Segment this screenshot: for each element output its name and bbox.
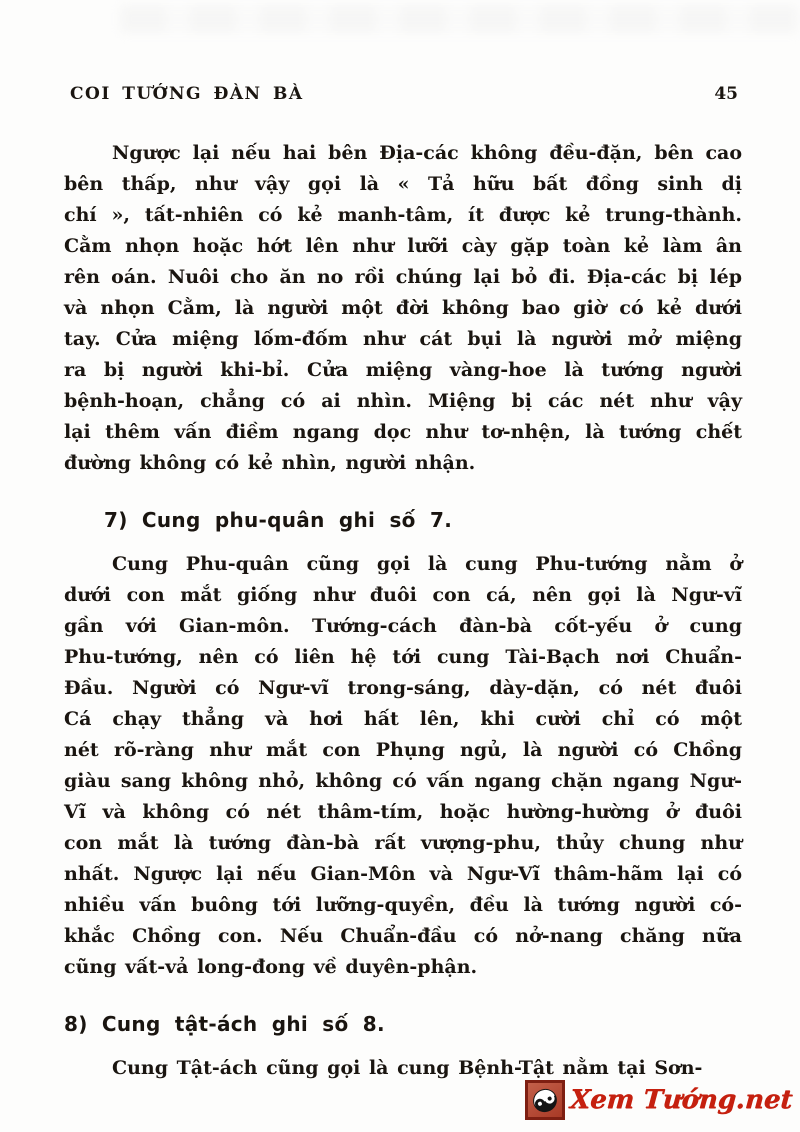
body-text-line: Cằm nhọn hoặc hớt lên như lưỡi cày gặp toàn kẻ làm ân — [64, 235, 742, 257]
body-text-line: khắc Chồng con. Nếu Chuẩn-đầu có nở-nang chăng nữa — [64, 925, 742, 947]
body-text-line: giàu sang không nhỏ, không có vấn ngang chặn ngang Ngư- — [64, 770, 742, 792]
body-text-line: chí », tất-nhiên có kẻ manh-tâm, ít được kẻ trung-thành. — [64, 204, 742, 226]
body-text-line: Đầu. Người có Ngư-vĩ trong-sáng, dày-dặn, có nét đuôi — [64, 677, 742, 699]
watermark-text: Xem Tướng.net — [568, 1085, 794, 1115]
body-text-line: nét rõ-ràng như mắt con Phụng ngủ, là người có Chồng — [64, 739, 742, 761]
page-body — [64, 138, 742, 1084]
watermark — [525, 1080, 792, 1120]
paragraph — [64, 549, 742, 983]
body-text-line: con mắt là tướng đàn-bà rất vượng-phu, thủy chung như — [64, 832, 742, 854]
body-text-line: Cung Phu-quân cũng gọi là cung Phu-tướng nằm ở — [112, 553, 742, 575]
body-text-line: rên oán. Nuôi cho ăn no rồi chúng lại bỏ đi. Địa-các bị lép — [64, 266, 742, 288]
page-number: 45 — [714, 84, 738, 104]
body-text-line: Vĩ và không có nét thâm-tím, hoặc hường-hường ở đuôi — [64, 801, 742, 823]
body-text-line: gần với Gian-môn. Tướng-cách đàn-bà cốt-yếu ở cung — [64, 615, 742, 637]
scan-bleed-smudge — [120, 5, 800, 33]
paragraph — [64, 138, 742, 479]
page-header — [70, 84, 738, 104]
watermark-badge — [525, 1080, 565, 1120]
body-text-line: Cung Tật-ách cũng gọi là cung Bệnh-Tật nằm tại Sơn- — [112, 1057, 703, 1079]
running-title: COI TƯỚNG ĐÀN BÀ — [70, 84, 304, 104]
body-text-line: ra bị người khi-bỉ. Cửa miệng vàng-hoe là tướng người — [64, 359, 742, 381]
body-text-line: nhất. Ngược lại nếu Gian-Môn và Ngư-Vĩ thâm-hãm lại có — [64, 863, 742, 885]
body-text-line: Phu-tướng, nên có liên hệ tới cung Tài-Bạch nơi Chuẩn- — [64, 646, 742, 668]
body-text-line: bên thấp, như vậy gọi là « Tả hữu bất đồng sinh dị — [64, 173, 742, 195]
body-text-line: dưới con mắt giống như đuôi con cá, nên gọi là Ngư-vĩ — [64, 584, 742, 606]
body-text-line: lại thêm vấn điềm ngang dọc như tơ-nhện, là tướng chết — [64, 421, 742, 443]
body-text-line: nhiều vấn buông tới lưỡng-quyền, đều là tướng người có- — [64, 894, 742, 916]
section-heading: 8) Cung tật-ách ghi số 8. — [64, 1012, 385, 1036]
body-text-line: bệnh-hoạn, chẳng có ai nhìn. Miệng bị các nét như vậy — [64, 390, 742, 412]
yin-yang-icon — [529, 1084, 561, 1116]
section-heading: 7) Cung phu-quân ghi số 7. — [104, 508, 453, 532]
body-text-line: Cá chạy thẳng và hơi hất lên, khi cười chỉ có một — [64, 708, 742, 730]
body-text-line: cũng vất-vả long-đong về duyên-phận. — [64, 956, 478, 978]
body-text-line: Ngược lại nếu hai bên Địa-các không đều-đặn, bên cao — [112, 142, 742, 164]
body-text-line: tay. Cửa miệng lốm-đốm như cát bụi là người mở miệng — [64, 328, 742, 350]
body-text-line: đường không có kẻ nhìn, người nhận. — [64, 452, 476, 474]
body-text-line: và nhọn Cằm, là người một đời không bao giờ có kẻ dưới — [64, 297, 742, 319]
